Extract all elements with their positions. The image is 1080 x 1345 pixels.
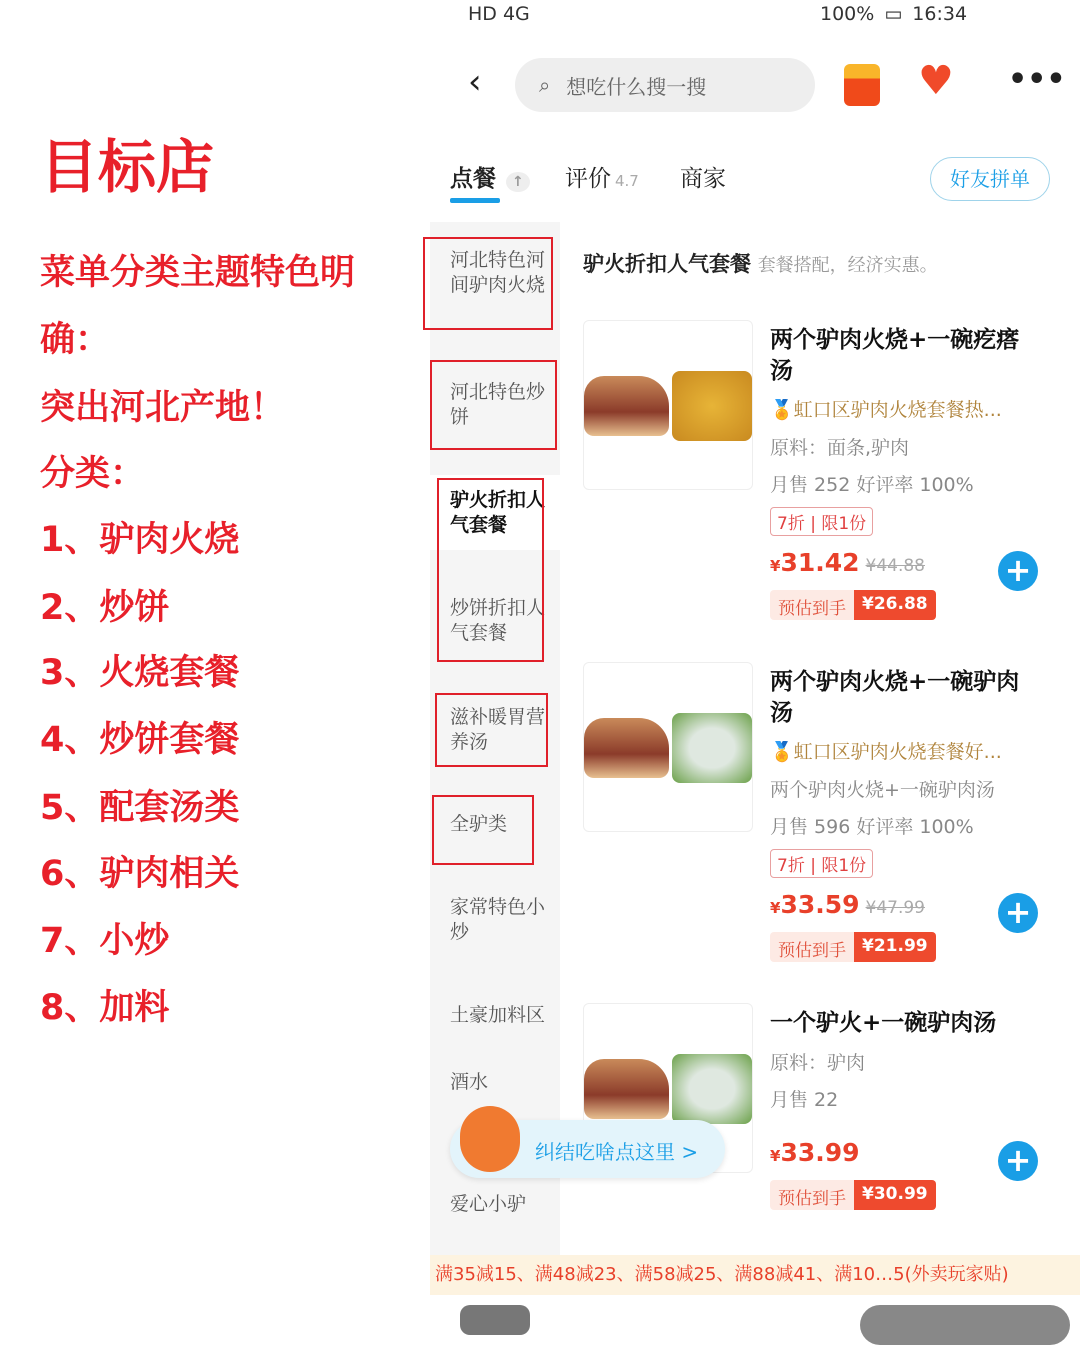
add-to-cart-button[interactable]: + [998, 1141, 1038, 1181]
annotation-line: 7、小炒 [40, 921, 170, 961]
annotation-line: 突出河北产地！ [40, 388, 286, 428]
annotation-line: 1、驴肉火烧 [40, 520, 240, 560]
category-item[interactable]: 土豪加料区 [450, 1004, 546, 1026]
group-order-button[interactable]: 好友拼单 [930, 157, 1050, 201]
product-sales: 月售 252 好评率 100% [770, 474, 974, 496]
medal-icon: 🏅 [770, 741, 794, 763]
product-price: ¥31.42 ¥44.88 [770, 548, 925, 577]
category-item[interactable]: 全驴类 [450, 813, 508, 835]
battery-text: 100% [820, 3, 875, 25]
status-right [820, 3, 967, 25]
search-input[interactable] [515, 58, 815, 112]
annotation-line: 2、炒饼 [40, 588, 170, 628]
cart-icon[interactable] [460, 1305, 530, 1335]
category-item[interactable]: 家常特色小炒 [450, 896, 546, 943]
battery-icon: ▭ [884, 3, 903, 25]
product-title[interactable]: 一个驴火+一碗驴肉汤 [770, 1010, 997, 1036]
product-desc: 两个驴肉火烧+一碗驴肉汤 [770, 779, 995, 801]
annotation-line: 确： [40, 320, 111, 360]
add-to-cart-button[interactable]: + [998, 551, 1038, 591]
product-sales: 月售 22 [770, 1089, 839, 1111]
red-packet-icon[interactable] [844, 64, 880, 106]
product-image[interactable] [583, 662, 753, 832]
search-placeholder: 想吃什么搜一搜 [566, 74, 707, 99]
product-sales: 月售 596 好评率 100% [770, 816, 974, 838]
highlight-box [423, 237, 553, 330]
highlight-box [437, 478, 544, 662]
category-item[interactable]: 河北特色炒饼 [450, 381, 546, 428]
annotation-line: 菜单分类主题特色明 [40, 253, 356, 293]
highlight-box [430, 360, 557, 450]
tab-order[interactable]: 点餐 ↑ [450, 160, 530, 193]
annotation-line: 8、加料 [40, 988, 170, 1028]
helper-text: 纠结吃啥点这里 > [535, 1140, 699, 1164]
search-icon: ⌕ [539, 73, 551, 97]
category-item[interactable]: 爱心小驴 [450, 1193, 527, 1215]
mascot-icon [460, 1106, 520, 1172]
annotation-line: 3、火烧套餐 [40, 653, 240, 693]
product-title[interactable]: 两个驴肉火烧+一碗疙瘩汤 [770, 327, 1020, 384]
category-item[interactable]: 炒饼折扣人气套餐 [450, 597, 546, 644]
product-title[interactable]: 两个驴肉火烧+一碗驴肉汤 [770, 669, 1020, 726]
product-image[interactable] [583, 320, 753, 490]
checkout-button[interactable] [860, 1305, 1070, 1345]
annotation-line: 6、驴肉相关 [40, 854, 240, 894]
status-left: HD 4G [468, 3, 530, 25]
annotation-title: 目标店 [40, 133, 215, 201]
product-desc: 原料：驴肉 [770, 1052, 866, 1074]
back-icon[interactable]: ‹ [468, 62, 482, 102]
annotation-line: 4、炒饼套餐 [40, 720, 240, 760]
category-item[interactable]: 酒水 [450, 1071, 489, 1093]
tab-indicator [450, 198, 500, 203]
product-rank: 🏅虹口区驴肉火烧套餐热... [770, 399, 1002, 421]
annotation-line: 分类： [40, 454, 146, 494]
product-desc: 原料：面条,驴肉 [770, 437, 910, 459]
highlight-box [432, 795, 534, 865]
tab-reviews[interactable]: 评价 4.7 [565, 166, 639, 192]
tab-merchant[interactable]: 商家 [680, 166, 726, 192]
phone-screen [430, 0, 1080, 1325]
category-item[interactable]: 驴火折扣人气套餐 [450, 489, 546, 536]
category-item[interactable]: 滋补暖胃营养汤 [450, 706, 546, 753]
helper-bubble[interactable] [450, 1120, 725, 1178]
promo-bar: 满35减15、满48减23、满58减25、满88减41、满10…5(外卖玩家贴) [430, 1255, 1080, 1295]
more-icon[interactable]: ••• [1008, 62, 1066, 97]
discount-tag: 7折 | 限1份 [770, 849, 873, 878]
time: 16:34 [912, 3, 968, 25]
product-price: ¥33.99 [770, 1138, 860, 1167]
category-item[interactable]: 河北特色河间驴肉火烧 [450, 249, 546, 296]
favorite-heart-icon[interactable]: ♥ [918, 58, 954, 104]
product-price: ¥33.59 ¥47.99 [770, 890, 925, 919]
section-header: 驴火折扣人气套餐 套餐搭配，经济实惠。 [583, 252, 938, 276]
estimated-price: 预估到手 ¥26.88 [770, 590, 936, 620]
product-rank: 🏅虹口区驴肉火烧套餐好... [770, 741, 1002, 763]
estimated-price: 预估到手 ¥21.99 [770, 932, 936, 962]
discount-tag: 7折 | 限1份 [770, 507, 873, 536]
annotation-line: 5、配套汤类 [40, 788, 240, 828]
add-to-cart-button[interactable]: + [998, 893, 1038, 933]
estimated-price: 预估到手 ¥30.99 [770, 1180, 936, 1210]
medal-icon: 🏅 [770, 399, 794, 421]
highlight-box [435, 693, 548, 767]
